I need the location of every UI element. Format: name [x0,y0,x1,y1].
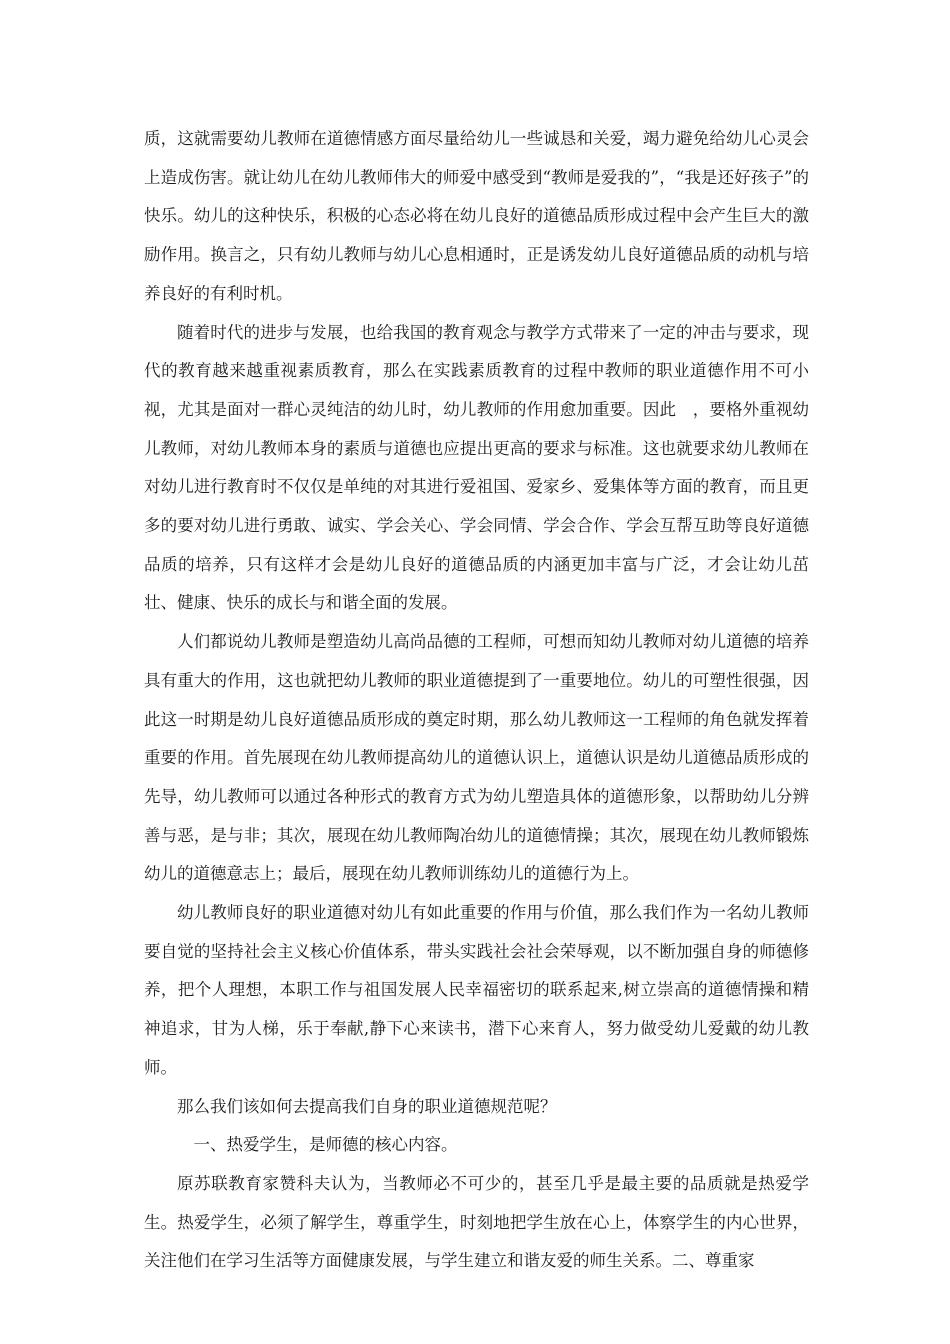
paragraph-moral-emotion: 质，这就需要幼儿教师在道德情感方面尽量给幼儿一些诚恳和关爱，竭力避免给幼儿心灵会上造成伤害。就让幼儿在幼儿教师伟大的师爱中感受到“教师是爱我的”，“我是还好孩子”的快乐。幼儿的这种快乐，积极的心态必将在幼儿良好的道德品质形成过程中会产生巨大的激励作用。换言之，只有幼儿教师与幼儿心息相通时，正是诱发幼儿良好道德品质的动机与培养良好的有利时机。 [144,129,809,303]
paragraph-zankov-quote: 原苏联教育家赞科夫认为，当教师必不可少的，甚至几乎是最主要的品质就是热爱学生。热爱学生，必须了解学生，尊重学生，时刻地把学生放在心上，体察学生的内心世界，关注他们在学习生活等方面健康发展，与学生建立和谐友爱的师生关系。二、尊重家 [144,1173,809,1271]
paragraph-question: 那么我们该如何去提高我们自身的职业道德规范呢？ [177,1096,557,1116]
paragraph-engineer-of-morality: 人们都说幼儿教师是塑造幼儿高尚品德的工程师，可想而知幼儿教师对幼儿道德的培养具有重大的作用，这也就把幼儿教师的职业道德提到了一重要地位。幼儿的可塑性很强，因此这一时期是幼儿良好道德品质形成的奠定时期，那么幼儿教师这一工程师的角色就发挥着重要的作用。首先展现在幼儿教师提高幼儿的道德认识上，道德认识是幼儿道德品质形成的先导，幼儿教师可以通过各种形式的教育方式为幼儿塑造具体的道德形象，以帮助幼儿分辨善与恶，是与非；其次，展现在幼儿教师陶冶幼儿的道德情操；其次，展现在幼儿教师锻炼幼儿的道德意志上；最后，展现在幼儿教师训练幼儿的道德行为上。 [144,632,809,884]
paragraph-times-development: 随着时代的进步与发展，也给我国的教育观念与教学方式带来了一定的冲击与要求，现代的教育越来越重视素质教育，那么在实践素质教育的过程中教师的职业道德作用不可小视，尤其是面对一群心灵纯洁的幼儿时，幼儿教师的作用愈加重要。因此 ，要格外重视幼儿教师，对幼儿教师本身的素质与道德也应提出更高的要求与标准。这也就要求幼儿教师在对幼儿进行教育时不仅仅是单纯的对其进行爱祖国、爱家乡、爱集体等方面的教育，而且更多的要对幼儿进行勇敢、诚实、学会关心、学会同情、学会合作、学会互帮互助等良好道德品质的培养，只有这样才会是幼儿良好的道德品质的内涵更加丰富与广泛，才会让幼儿茁壮、健康、快乐的成长与和谐全面的发展。 [144,322,809,613]
body-text [144,120,809,1281]
paragraph-professional-ethics-value: 幼儿教师良好的职业道德对幼儿有如此重要的作用与价值，那么我们作为一名幼儿教师要自觉的坚持社会主义核心价值体系，带头实践社会社会荣辱观，以不断加强自身的师德修养，把个人理想，本职工作与祖国发展人民幸福密切的联系起来,树立崇高的道德情操和精神追求，甘为人梯，乐于奉献,静下心来读书，潜下心来育人，努力做受幼儿爱戴的幼儿教师。 [144,903,809,1077]
section-heading-love-students: 一、热爱学生，是师德的核心内容。 [193,1135,458,1155]
